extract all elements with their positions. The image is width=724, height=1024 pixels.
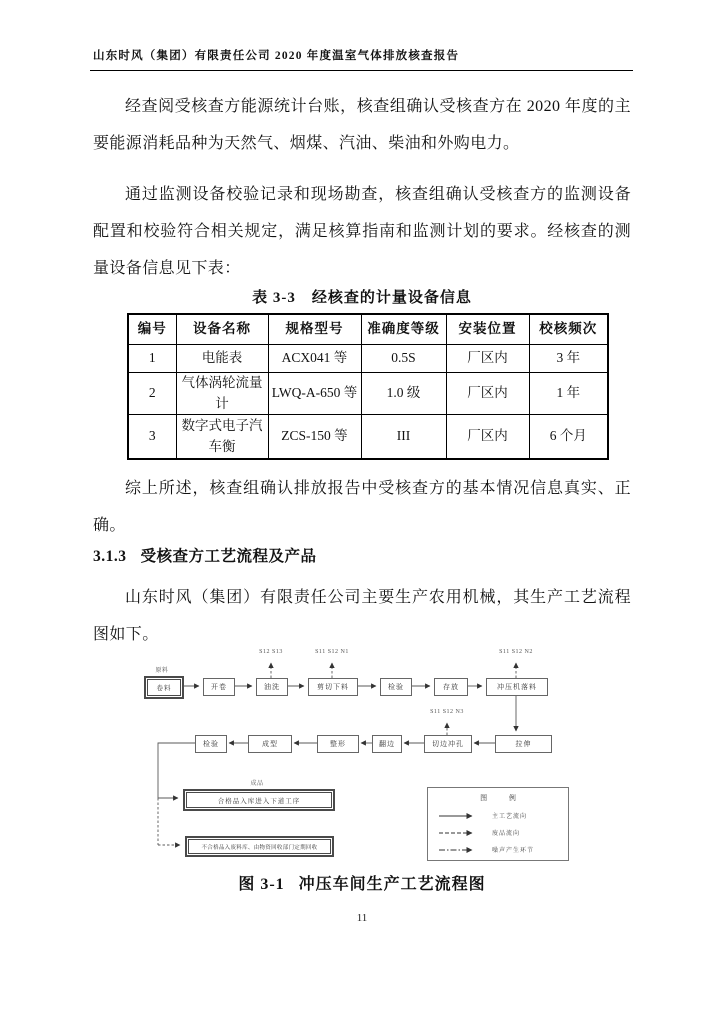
table-header-row — [128, 314, 608, 345]
product-label: 成品 — [250, 781, 264, 787]
col-header: 编号 — [128, 314, 176, 345]
flow-step-shear-blanking: 剪切下料 — [308, 678, 358, 696]
flow-step-press-blanking: 冲压机落料 — [486, 678, 548, 696]
flow-step-uncoil: 开卷 — [203, 678, 235, 696]
paragraph-monitoring-devices: 通过监测设备校验记录和现场勘查，核查组确认受核查方的监测设备配置和校验符合相关规定，满足核算指南和监测计划的要求。经核查的测量设备信息见下表： — [93, 186, 631, 277]
table-cell: 1 年 — [529, 373, 608, 415]
table-cell: 3 — [128, 415, 176, 460]
legend-solid-arrow-icon — [438, 812, 478, 820]
flow-step-drawing: 拉伸 — [495, 735, 552, 753]
table-cell: 气体涡轮流量计 — [176, 373, 268, 415]
table-row — [128, 345, 608, 373]
col-header: 安装位置 — [446, 314, 529, 345]
table-cell: 2 — [128, 373, 176, 415]
pass-products-box: 合格品入库进入下道工序 — [183, 789, 335, 811]
flow-step-reshaping: 整形 — [317, 735, 359, 753]
flow-step-inspect-2: 检验 — [195, 735, 227, 753]
table-cell: 0.5S — [361, 345, 446, 373]
table-cell: 3 年 — [529, 345, 608, 373]
table-cell: 1 — [128, 345, 176, 373]
page-header: 山东时风（集团）有限责任公司 2020 年度温室气体排放核查报告 — [93, 50, 460, 62]
legend-item-noise-source — [438, 845, 568, 854]
metering-devices-table — [127, 313, 609, 460]
section-number: 3.1.3 — [93, 548, 127, 565]
flow-step-trim-punch: 切边冲孔 — [424, 735, 472, 753]
table-cell: LWQ-A-650 等 — [268, 373, 361, 415]
table-cell: 厂区内 — [446, 345, 529, 373]
table-cell: 电能表 — [176, 345, 268, 373]
table-number: 表 3-3 — [252, 290, 296, 306]
flow-step-wash: 油洗 — [256, 678, 288, 696]
page-number: 11 — [356, 912, 368, 924]
col-header: 规格型号 — [268, 314, 361, 345]
annotation-s11-s12-n2: S11 S12 N2 — [499, 649, 533, 655]
legend-item-label: 主工艺流向 — [492, 814, 528, 820]
fail-products-box: 不合格品入废料库、由物资回收部门定期回收 — [185, 836, 334, 857]
table-cell: III — [361, 415, 446, 460]
paragraph-energy-types: 经查阅受核查方能源统计台账，核查组确认受核查方在 2020 年度的主要能源消耗品种为天然气、烟煤、汽油、柴油和外购电力。 — [93, 98, 631, 152]
col-header: 设备名称 — [176, 314, 268, 345]
annotation-s11-s12-n3: S11 S12 N3 — [430, 709, 464, 715]
legend-item-reject-flow — [438, 828, 568, 837]
table-cell: 数字式电子汽车衡 — [176, 415, 268, 460]
col-header: 校核频次 — [529, 314, 608, 345]
flow-step-flanging: 翻边 — [372, 735, 402, 753]
header-divider — [90, 70, 633, 71]
legend-dashed-arrow-icon — [438, 829, 478, 837]
figure-number: 图 3-1 — [238, 876, 285, 893]
flow-step-forming: 成型 — [248, 735, 292, 753]
flowchart-connectors — [0, 645, 724, 875]
paragraph-process-intro: 山东时风（集团）有限责任公司主要生产农用机械，其生产工艺流程图如下。 — [93, 589, 631, 643]
legend-dashdot-arrow-icon — [438, 846, 478, 854]
process-flowchart — [0, 645, 724, 875]
paragraph-conclusion: 综上所述，核查组确认排放报告中受核查方的基本情况信息真实、正确。 — [93, 480, 631, 534]
figure-caption-text: 冲压车间生产工艺流程图 — [298, 876, 486, 893]
table-title — [93, 286, 631, 307]
table-cell: ZCS-150 等 — [268, 415, 361, 460]
legend-title: 图 例 — [480, 794, 526, 802]
table-cell: 1.0 级 — [361, 373, 446, 415]
flow-step-storage: 存放 — [434, 678, 468, 696]
legend-item-label: 废品流向 — [492, 831, 521, 837]
table-row — [128, 373, 608, 415]
table-cell: ACX041 等 — [268, 345, 361, 373]
section-heading — [93, 544, 317, 566]
flow-step-coil: 卷料 — [144, 676, 184, 699]
annotation-s11-s12-n1: S11 S12 N1 — [315, 649, 349, 655]
figure-caption — [93, 871, 631, 894]
flowchart-legend — [427, 787, 569, 861]
annotation-s12-s13: S12 S13 — [259, 649, 283, 655]
table-title-text: 经核查的计量设备信息 — [311, 290, 472, 306]
col-header: 准确度等级 — [361, 314, 446, 345]
legend-item-label: 噪声产生环节 — [492, 848, 535, 854]
raw-material-label: 原料 — [155, 668, 169, 674]
table-cell: 厂区内 — [446, 415, 529, 460]
flow-step-inspect-1: 检验 — [380, 678, 412, 696]
table-cell: 6 个月 — [529, 415, 608, 460]
table-cell: 厂区内 — [446, 373, 529, 415]
legend-item-main-flow — [438, 811, 568, 820]
section-title: 受核查方工艺流程及产品 — [140, 548, 317, 565]
table-row — [128, 415, 608, 460]
